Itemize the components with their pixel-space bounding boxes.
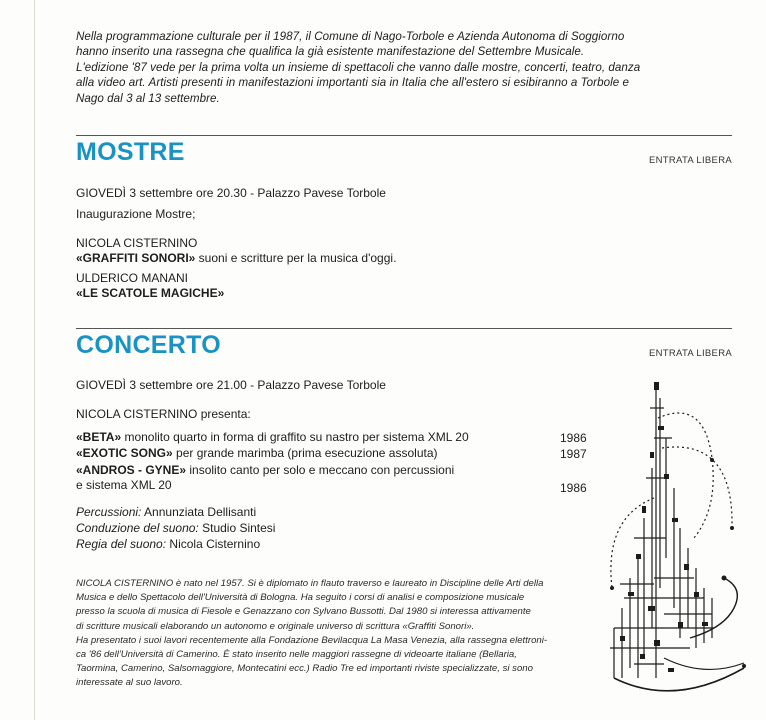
concerto-work-1-year: 1986 [560,431,587,445]
mostre-artist-2: ULDERICO MANANI [76,271,189,285]
concerto-entry-label: ENTRATA LIBERA [648,348,732,359]
credit-percussion [76,505,256,520]
credit-sound-direction [76,537,260,552]
bio-line: Ha presentato i suoi lavori recentemente alla Fondazione Bevilacqua La Masa Venezia, alla rassegna elettroni- [76,634,548,646]
concerto-work-3-desc-cont: e sistema XML 20 [76,478,172,492]
concerto-presenter: NICOLA CISTERNINO presenta: [76,407,251,421]
artist-bio [76,577,576,691]
concerto-title: CONCERTO [76,331,222,359]
concerto-work-1 [76,430,469,445]
bio-line: interessate al suo lavoro. [76,677,183,689]
mostre-work-1-title: «GRAFFITI SONORI» [76,251,196,265]
concerto-rule [76,328,732,329]
bio-line: ca '86 dell'Università di Camerino. È stato inserito nelle maggiori rassegne di videoarte italiane (Bellaria, [76,649,517,661]
mostre-rule [76,135,732,136]
bio-line: di scritture musicali elaborando un autonomo e originale universo di scrittura «Graffiti Sonori». [76,620,475,632]
mostre-work-2-title: «LE SCATOLE MAGICHE» [76,286,225,300]
concerto-date-line: GIOVEDÌ 3 settembre ore 21.00 - Palazzo Pavese Torbole [76,378,386,392]
mostre-work-1-desc: suoni e scritture per la musica d'oggi. [195,251,397,265]
credit-role: Percussioni: [76,505,142,519]
mostre-inauguration: Inaugurazione Mostre; [76,207,196,221]
concerto-work-2-year: 1987 [560,447,587,461]
mostre-entry-label: ENTRATA LIBERA [648,155,732,166]
credit-role: Conduzione del suono: [76,521,199,535]
concerto-work-3-desc: insolito canto per solo e meccano con percussioni [186,463,455,477]
credit-sound-conduction [76,521,275,536]
concerto-work-1-title: «BETA» [76,430,122,444]
intro-line: Nella programmazione culturale per il 1987, il Comune di Nago-Torbole e Azienda Autonoma di Soggiorno [76,30,625,43]
page-edge [34,0,35,720]
concerto-work-1-desc: monolito quarto in forma di graffito su nastro per sistema XML 20 [121,430,469,444]
concerto-work-2 [76,446,438,461]
credit-role: Regia del suono: [76,537,167,551]
credit-name: Studio Sintesi [198,521,276,535]
intro-line: Nago dal 3 al 13 settembre. [76,91,220,105]
intro-line: alla video art. Artisti presenti in manifestazioni importanti sia in Italia che all'estero si esibiranno a Torbole e [76,76,629,90]
mostre-date-line: GIOVEDÌ 3 settembre ore 20.30 - Palazzo Pavese Torbole [76,186,386,200]
mostre-artist-1: NICOLA CISTERNINO [76,236,198,250]
intro-line: L'edizione '87 vede per la prima volta un insieme di spettacoli che vanno dalle mostre, concerti, teatro, danza [76,60,641,74]
mostre-title: MOSTRE [76,138,185,166]
intro-line: hanno inserito una rassegna che qualifica la già esistente manifestazione del Settembre Musicale. [76,45,585,59]
concerto-work-3-title: «ANDROS - GYNE» [76,463,187,477]
credit-name: Annunziata Dellisanti [141,505,257,519]
graphic-score-artwork [594,378,754,698]
bio-line: presso la scuola di musica di Fiesole e Genazzano con Sylvano Bussotti. Dal 1980 si interessa attivamente [76,606,531,618]
credit-name: Nicola Cisternino [166,537,261,551]
bio-line: Musica e dello Spettacolo dell'Università di Bologna. Ha seguito i corsi di analisi e composizione musicale [76,592,525,604]
mostre-work-1 [76,251,396,266]
concerto-work-3-year: 1986 [560,481,587,495]
concerto-work-2-desc: per grande marimba (prima esecuzione assoluta) [172,446,438,460]
bio-line: Taormina, Camerino, Salsomaggiore, Montecatini ecc.) Radio Tre ed importanti riviste specializzate, si sono [76,663,533,675]
concerto-work-2-title: «EXOTIC SONG» [76,446,173,460]
concerto-work-3 [76,463,454,478]
bio-line: NICOLA CISTERNINO è nato nel 1957. Si è diplomato in flauto traverso e laureato in Discipline delle Arti della [76,578,544,589]
intro-paragraph [76,29,746,106]
